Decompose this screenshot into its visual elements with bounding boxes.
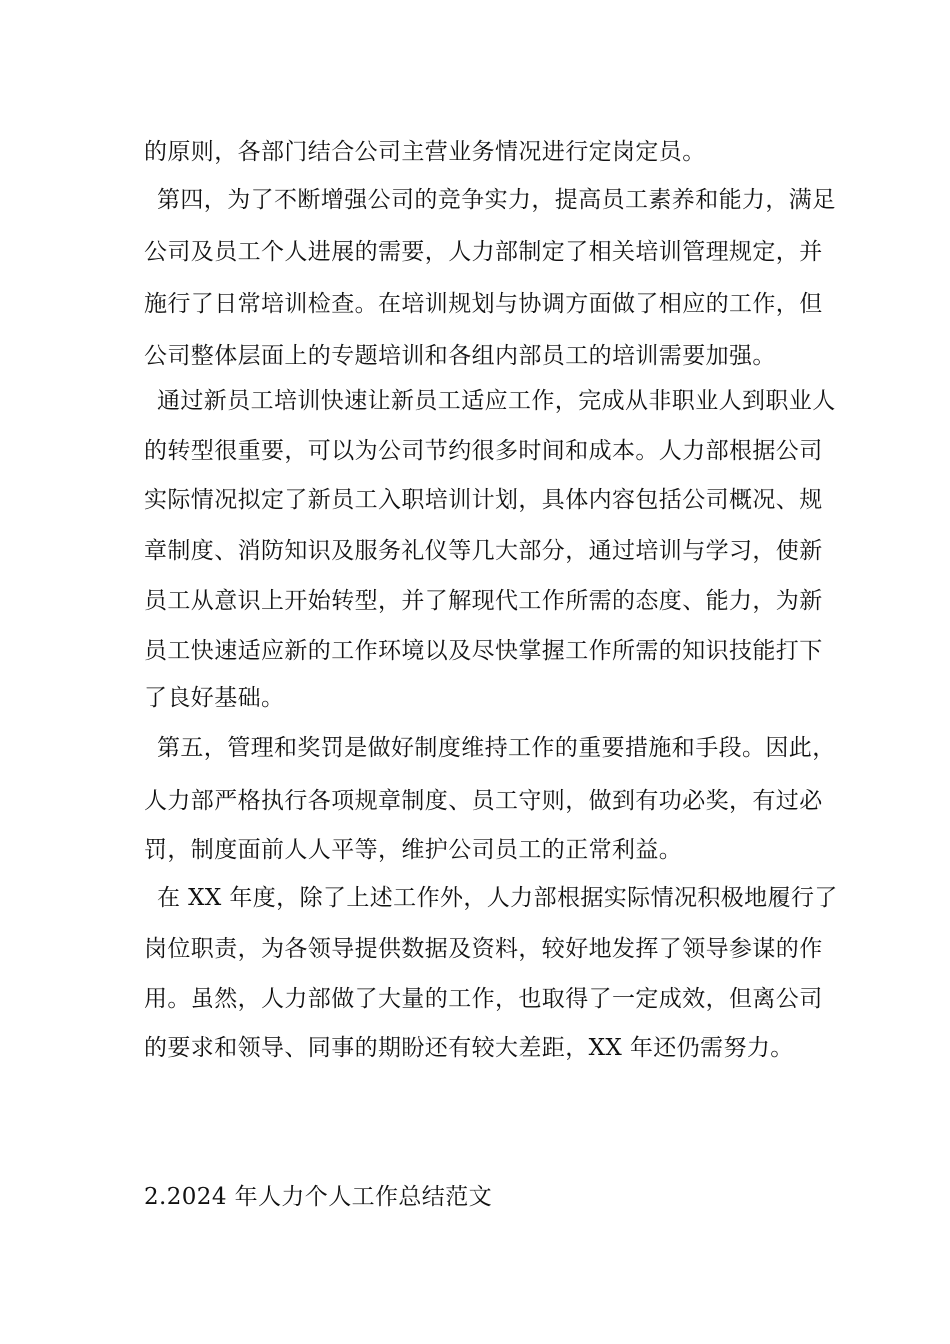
paragraph-line: 的转型很重要，可以为公司节约很多时间和成本。人力部根据公司 — [144, 438, 823, 464]
paragraph-line: 第四，为了不断增强公司的竞争实力，提高员工素养和能力，满足 — [157, 187, 836, 213]
paragraph-line: 在 XX 年度，除了上述工作外，人力部根据实际情况积极地履行了 — [157, 885, 838, 911]
paragraph-line: 人力部严格执行各项规章制度、员工守则，做到有功必奖，有过必 — [144, 788, 823, 814]
paragraph-line: 罚，制度面前人人平等，维护公司员工的正常利益。 — [144, 837, 683, 863]
paragraph-line: 第五，管理和奖罚是做好制度维持工作的重要措施和手段。因此， — [157, 735, 836, 761]
paragraph-line: 员工快速适应新的工作环境以及尽快掌握工作所需的知识技能打下 — [144, 638, 823, 664]
paragraph-line: 施行了日常培训检查。在培训规划与协调方面做了相应的工作，但 — [144, 291, 823, 317]
paragraph-line: 的要求和领导、同事的期盼还有较大差距，XX 年还仍需努力。 — [144, 1035, 794, 1061]
paragraph-line: 公司及员工个人进展的需要，人力部制定了相关培训管理规定，并 — [144, 239, 823, 265]
paragraph-line: 实际情况拟定了新员工入职培训计划，具体内容包括公司概况、规 — [144, 487, 823, 513]
paragraph-line: 岗位职责，为各领导提供数据及资料，较好地发挥了领导参谋的作 — [144, 936, 823, 962]
paragraph-line: 用。虽然，人力部做了大量的工作，也取得了一定成效，但离公司 — [144, 986, 823, 1012]
paragraph-line: 公司整体层面上的专题培训和各组内部员工的培训需要加强。 — [144, 343, 776, 369]
paragraph-line: 了良好基础。 — [144, 685, 285, 711]
section-heading: 2.2024 年人力个人工作总结范文 — [144, 1184, 492, 1210]
paragraph-line: 员工从意识上开始转型，并了解现代工作所需的态度、能力，为新 — [144, 588, 823, 614]
paragraph-line: 的原则，各部门结合公司主营业务情况进行定岗定员。 — [144, 139, 706, 165]
paragraph-line: 通过新员工培训快速让新员工适应工作，完成从非职业人到职业人 — [157, 388, 836, 414]
paragraph-line: 章制度、消防知识及服务礼仪等几大部分，通过培训与学习，使新 — [144, 538, 823, 564]
